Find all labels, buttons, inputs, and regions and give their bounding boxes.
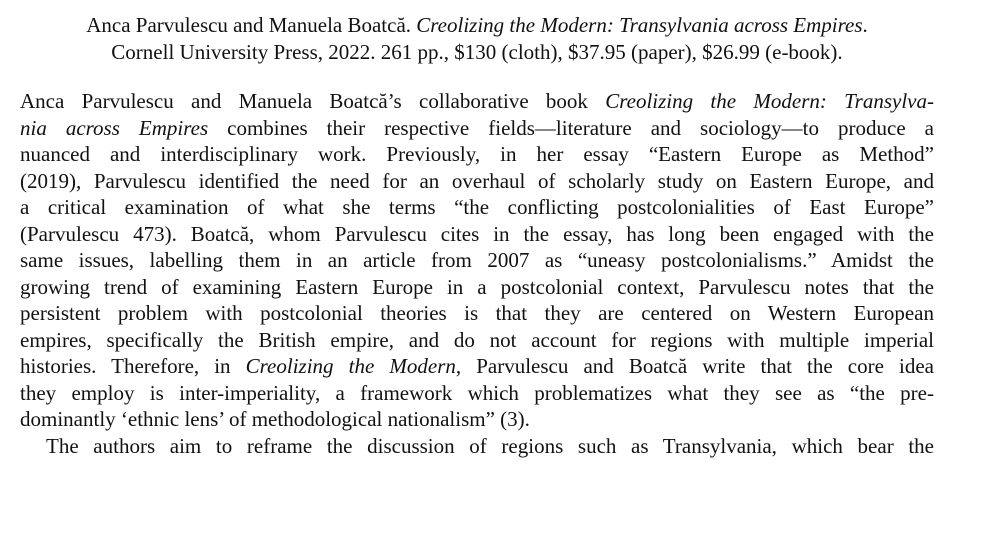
review-body <box>20 88 934 459</box>
paragraph-2 <box>20 433 934 460</box>
italic-book-title: nia across Empires <box>20 115 209 140</box>
text-run: Anca Parvulescu and Manuela Boatcă’s collaborative book <box>20 89 606 113</box>
text-line: empires, specifically the British empire, and do not account for regions with multiple imperial <box>20 327 934 352</box>
text-line <box>20 353 934 380</box>
text-run: histories. Therefore, in <box>20 354 246 378</box>
document-page <box>20 12 934 459</box>
text-line: dominantly ‘ethnic lens’ of methodological nationalism” (3). <box>20 407 530 431</box>
text-line: (2019), Parvulescu identified the need for an overhaul of scholarly study on Eastern Europe, and <box>20 168 934 193</box>
text-run: , Parvulescu and Boatcă write that the core idea <box>455 354 934 378</box>
text-line: persistent problem with postcolonial theories is that they are centered on Western European <box>20 301 934 325</box>
citation-line-1 <box>20 12 934 39</box>
citation-book-title: Creolizing the Modern: Transylvania across Empires <box>416 13 863 37</box>
text-line <box>20 115 934 142</box>
italic-book-title: Creolizing the Modern <box>245 354 456 378</box>
italic-book-title: Creolizing the Modern: Transylva- <box>605 89 934 113</box>
text-line: growing trend of examining Eastern Europe in a postcolonial context, Parvulescu notes that the <box>20 274 934 299</box>
text-line: nuanced and interdisciplinary work. Previously, in her essay “Eastern Europe as Method” <box>20 142 934 166</box>
text-line: they employ is inter-imperiality, a framework which problematizes what they see as “the pre- <box>20 380 934 405</box>
text-line: same issues, labelling them in an article from 2007 as “uneasy postcolonialisms.” Amidst the <box>20 248 934 272</box>
text-run: combines their respective fields—literature and sociology—to produce a <box>208 115 934 140</box>
citation-period: . <box>862 13 868 37</box>
text-line <box>20 88 934 115</box>
text-line: The authors aim to reframe the discussion of regions such as Transylvania, which bear the <box>46 433 934 458</box>
paragraph-1 <box>20 88 934 433</box>
citation-authors: Anca Parvulescu and Manuela Boatcă. <box>86 13 417 37</box>
citation-publication-info: Cornell University Press, 2022. 261 pp., $130 (cloth), $37.95 (paper), $26.99 (e-book). <box>111 39 843 64</box>
text-line: a critical examination of what she terms “the conflicting postcolonialities of East Europe” <box>20 195 934 219</box>
text-line: (Parvulescu 473). Boatcă, whom Parvulescu cites in the essay, has long been engaged with the <box>20 221 934 246</box>
book-citation <box>20 12 934 65</box>
